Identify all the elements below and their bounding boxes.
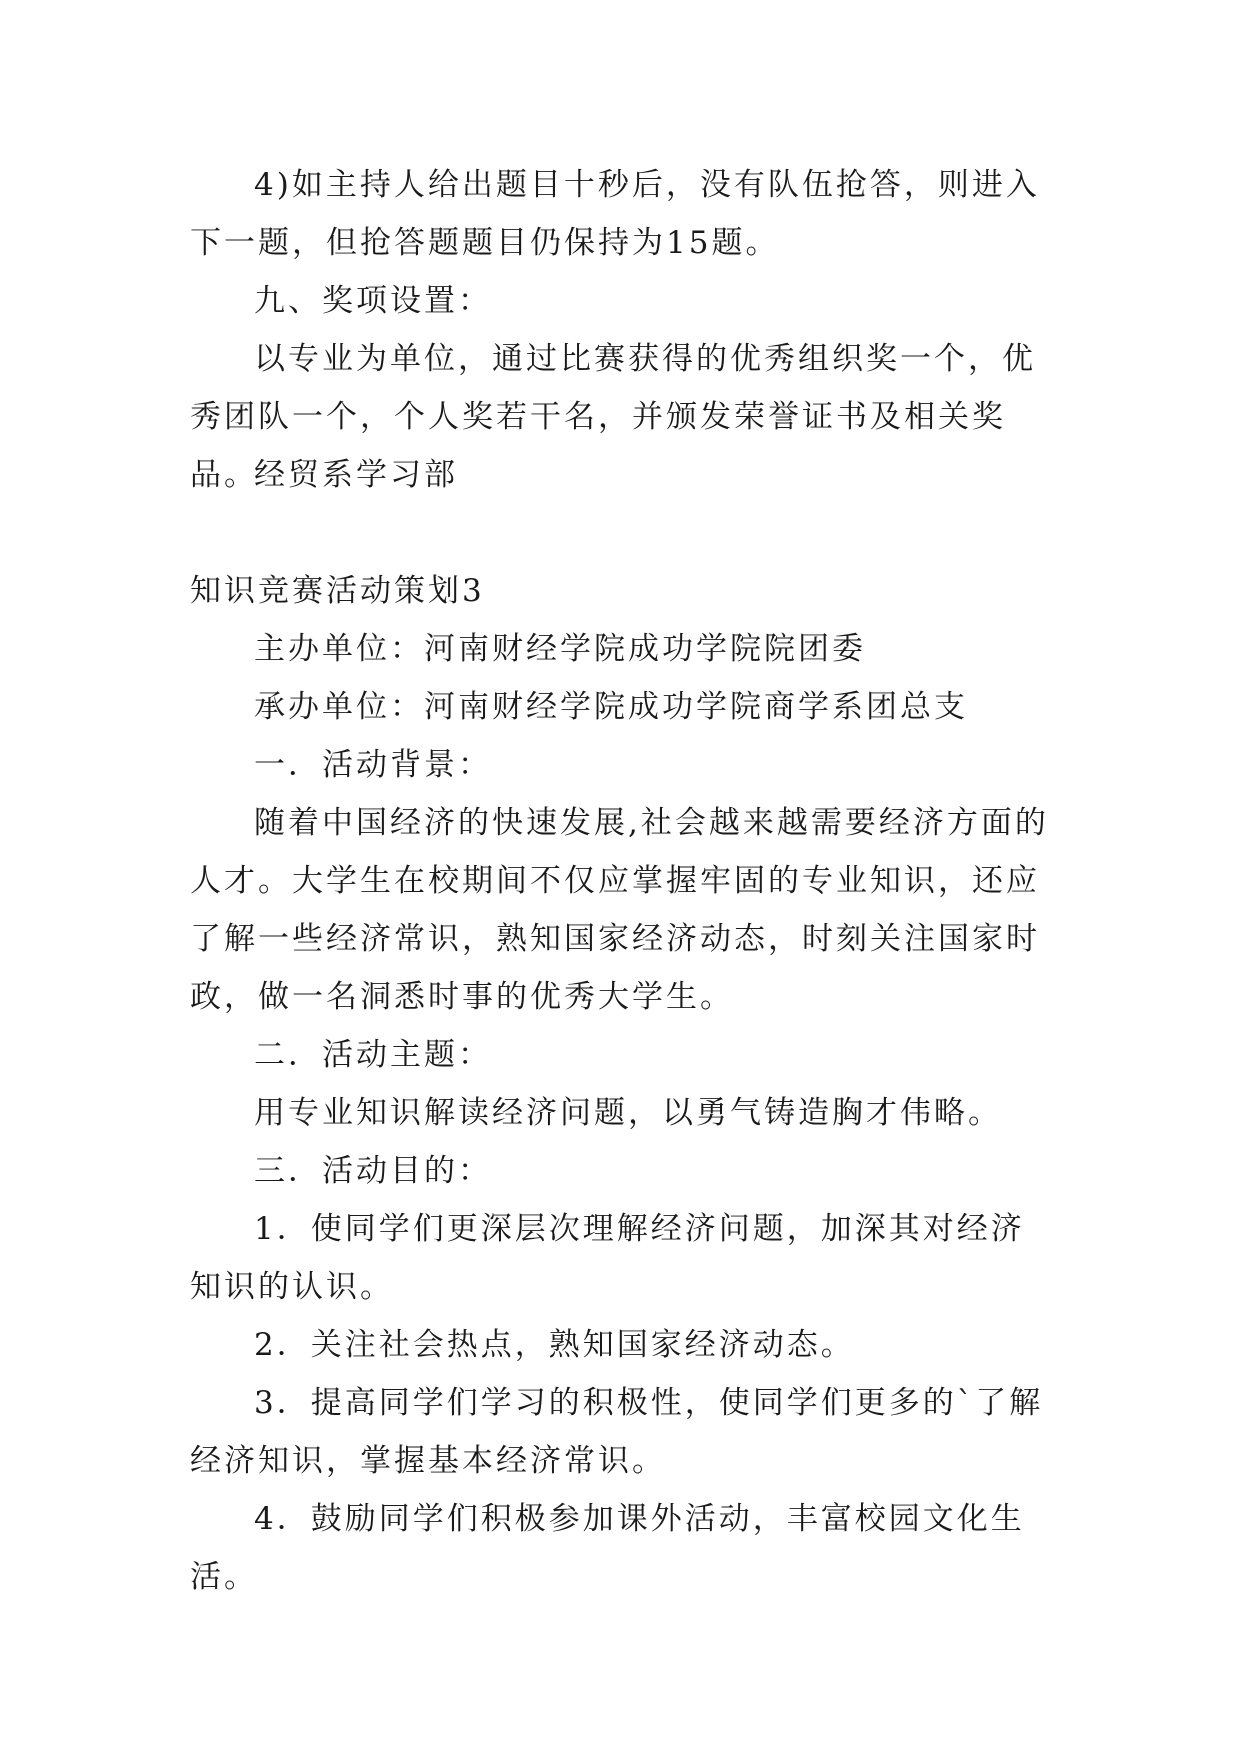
heading-background: 一．活动背景：: [254, 747, 492, 783]
organizer-line: 主办单位：河南财经学院成功学院院团委: [254, 631, 866, 667]
paragraph-awards: 以专业为单位，通过比赛获得的优秀组织奖一个，优秀团队一个，个人奖若干名，并颁发荣誉证书及相关奖品。: [190, 341, 1036, 493]
heading-awards: 九、奖项设置：: [254, 283, 492, 319]
purpose-item-4: 4．鼓励同学们积极参加课外活动，丰富校园文化生活。: [190, 1501, 1025, 1595]
paragraph-rule-4: 4)如主持人给出题目十秒后，没有队伍抢答，则进入下一题，但抢答题题目仍保持为15题。: [190, 167, 1040, 261]
paragraph-theme: 用专业知识解读经济问题，以勇气铸造胸才伟略。: [254, 1095, 1002, 1131]
co-organizer-line: 承办单位：河南财经学院成功学院商学系团总支: [254, 689, 968, 725]
purpose-item-2: 2．关注社会热点，熟知国家经济动态。: [254, 1327, 855, 1363]
section-title: 知识竞赛活动策划3: [190, 573, 485, 609]
heading-purpose: 三．活动目的：: [254, 1153, 492, 1189]
purpose-item-3: 3．提高同学们学习的积极性，使同学们更多的`了解经济知识，掌握基本经济常识。: [190, 1385, 1044, 1479]
purpose-item-1: 1．使同学们更深层次理解经济问题，加深其对经济知识的认识。: [190, 1211, 1025, 1305]
paragraph-background: 随着中国经济的快速发展,社会越来越需要经济方面的人才。大学生在校期间不仅应掌握牢固的专业知识，还应了解一些经济常识，熟知国家经济动态，时刻关注国家时政，做一名洞悉时事的优秀大学生。: [190, 805, 1049, 1015]
heading-theme: 二．活动主题：: [254, 1037, 492, 1073]
signature-department: 经贸系学习部: [254, 457, 458, 493]
